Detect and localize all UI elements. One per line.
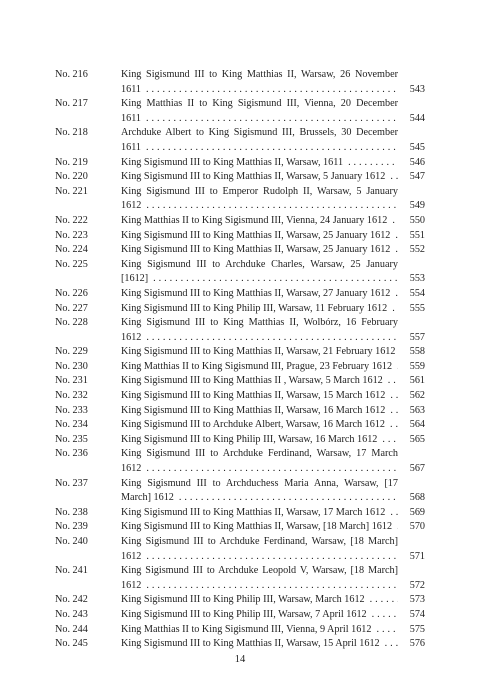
entry-page: 570 [409,521,425,533]
entry-title [121,389,398,404]
entry-title-text: King Sigismund III to King Matthias II, Warsaw, 1611 [121,156,344,168]
entry-title [121,287,398,302]
entry-page: 563 [409,404,425,416]
entry-number: No. 223 [55,229,88,241]
entry-title [121,170,398,185]
entry-number: No. 221 [55,185,88,197]
entry-body [121,637,425,652]
entry-title [121,477,398,506]
toc-entry [55,520,425,535]
entry-title-text: King Matthias II to King Sigismund III, Vienna, 9 April 1612 [121,623,372,635]
entry-title [121,214,398,229]
entry-number: No. 238 [55,506,88,518]
entry-title [121,97,398,126]
entry-title [121,156,398,171]
entry-title [121,68,398,97]
toc-entry [55,564,425,593]
entry-page: 545 [409,141,425,153]
entry-body [121,477,425,506]
entry-title-text: King Sigismund III to King Matthias II, Warsaw, 25 January 1612 [121,229,391,241]
entry-title [121,535,398,564]
entry-body [121,243,425,258]
entry-body [121,345,425,360]
entry-number: No. 241 [55,565,88,577]
entry-number: No. 227 [55,302,88,314]
entry-number: No. 225 [55,258,88,270]
toc-entry [55,243,425,258]
entry-page: 564 [409,419,425,431]
entry-number: No. 220 [55,171,88,183]
entry-title-text: King Sigismund III to King Matthias II, Warsaw, 17 March 1612 [121,506,386,518]
entry-title [121,623,398,638]
entry-number: No. 228 [55,317,88,329]
entry-body [121,608,425,623]
entry-title-text: King Sigismund III to Archduke Albert, Warsaw, 16 March 1612 [121,419,386,431]
entry-title [121,608,398,623]
entry-page: 576 [409,638,425,650]
toc-entry [55,258,425,287]
entry-title [121,506,398,521]
entry-number: No. 245 [55,638,88,650]
entry-number: No. 229 [55,346,88,358]
entry-page: 550 [409,214,425,226]
entry-title [121,418,398,433]
entry-page: 567 [409,463,425,475]
entry-page: 551 [409,229,425,241]
entry-title [121,447,398,476]
entry-body [121,593,425,608]
entry-page: 575 [409,623,425,635]
entry-body [121,287,425,302]
toc-entry [55,156,425,171]
toc-entry [55,374,425,389]
entry-body [121,170,425,185]
entry-title [121,593,398,608]
entry-number: No. 222 [55,214,88,226]
entry-page: 546 [409,156,425,168]
entry-number: No. 234 [55,419,88,431]
toc-entry [55,97,425,126]
entry-title-text: King Sigismund III to King Matthias II, Warsaw, [18 March] 1612 [121,521,393,533]
toc-entry [55,229,425,244]
toc-entry [55,389,425,404]
entry-body [121,126,425,155]
entry-page: 552 [409,244,425,256]
entry-title-text: King Sigismund III to Archduke Leopold V, Warsaw, [18 March] 1612 [121,565,398,591]
toc-entry [55,404,425,419]
entry-body [121,389,425,404]
entry-number: No. 218 [55,127,88,139]
entry-number: No. 244 [55,623,88,635]
entry-title [121,433,398,448]
entry-number: No. 239 [55,521,88,533]
entry-page: 574 [409,608,425,620]
entry-number: No. 240 [55,536,88,547]
entry-title [121,302,398,317]
entry-page: 569 [409,506,425,518]
entry-body [121,564,425,593]
entry-title-text: King Sigismund III to King Matthias II, Warsaw, 15 March 1612 [121,390,386,402]
entry-number: No. 235 [55,433,88,445]
toc-entry [55,287,425,302]
entry-number: No. 237 [55,477,88,489]
entry-body [121,374,425,389]
entry-page: 555 [409,302,425,314]
entry-title [121,126,398,155]
entry-title-text: King Matthias II to King Sigismund III, Vienna, 20 December 1611 [121,98,398,124]
toc-entry [55,68,425,97]
entry-page: 553 [409,273,425,285]
entry-page: 573 [409,594,425,606]
toc-entry [55,433,425,448]
entry-body [121,214,425,229]
entry-title-text: King Sigismund III to Archduke Ferdinand, Warsaw, [18 March] 1612 [121,536,398,562]
entry-page: 562 [409,390,425,402]
entry-title [121,229,398,244]
entry-body [121,302,425,317]
toc-entry [55,185,425,214]
entry-body [121,229,425,244]
toc-entry [55,345,425,360]
entry-page: 557 [409,331,425,343]
toc-entry [55,418,425,433]
entry-title [121,316,398,345]
entry-number: No. 226 [55,287,88,299]
entry-title-text: King Sigismund III to King Philip III, Warsaw, March 1612 [121,594,365,606]
entry-number: No. 216 [55,69,88,80]
entry-title [121,520,398,535]
toc-entry [55,360,425,375]
toc-entry [55,637,425,652]
entry-body [121,506,425,521]
toc-entry [55,302,425,317]
entry-number: No. 233 [55,404,88,416]
entry-title-text: King Sigismund III to Archduchess Maria Anna, Warsaw, [17 March] 1612 [121,477,398,504]
entry-title-text: King Sigismund III to King Philip III, Warsaw, 11 February 1612 [121,302,388,314]
entry-title-text: King Matthias II to King Sigismund III, Prague, 23 February 1612 [121,360,393,372]
toc-entry [55,447,425,476]
entry-body [121,360,425,375]
entry-number: No. 236 [55,448,88,460]
toc-entry [55,214,425,229]
entry-title-text: King Sigismund III to Emperor Rudolph II, Warsaw, 5 January 1612 [121,185,398,212]
entry-title-text: King Sigismund III to King Matthias II, Wolbórz, 16 February 1612 [121,317,398,343]
entry-number: No. 231 [55,375,88,387]
toc-entry [55,535,425,564]
entry-page: 547 [409,171,425,183]
entry-number: No. 224 [55,244,88,256]
toc-entry [55,623,425,638]
entry-number: No. 232 [55,390,88,402]
entry-number: No. 219 [55,156,88,168]
entry-title-text: King Sigismund III to King Matthias II, Warsaw, 27 January 1612 [121,287,391,299]
entry-page: 543 [409,83,425,95]
entry-page: 565 [409,433,425,445]
entry-title [121,185,398,214]
entry-title-text: King Matthias II to King Sigismund III, Vienna, 24 January 1612 [121,214,388,226]
entry-page: 568 [409,492,425,504]
entry-title-text: King Sigismund III to King Matthias II, Warsaw, 25 January 1612 [121,244,391,256]
entry-number: No. 217 [55,98,88,110]
entry-body [121,156,425,171]
toc-entry [55,316,425,345]
entry-body [121,97,425,126]
entry-body [121,316,425,345]
entry-title-text: King Sigismund III to King Matthias II, Warsaw, 26 November 1611 [121,69,398,95]
entry-number: No. 230 [55,360,88,372]
entry-title-text: Archduke Albert to King Sigismund III, Brussels, 30 December 1611 [121,127,398,153]
toc-entry [55,608,425,623]
entry-page: 558 [409,346,425,358]
toc-entry [55,126,425,155]
entry-title [121,404,398,419]
entry-title [121,564,398,593]
entry-body [121,520,425,535]
entry-body [121,447,425,476]
entry-body [121,418,425,433]
entry-title [121,345,398,360]
entry-page: 554 [409,287,425,299]
entry-title [121,637,398,652]
entry-body [121,404,425,419]
entry-title [121,374,398,389]
toc-entry [55,506,425,521]
entry-title-text: King Sigismund III to King Philip III, Warsaw, 16 March 1612 [121,433,378,445]
entry-title [121,258,398,287]
page-number: 14 [234,654,246,665]
entry-body [121,433,425,448]
entry-page: 549 [409,200,425,212]
entry-body [121,68,425,97]
entry-title-text: King Sigismund III to King Matthias II , Warsaw, 5 March 1612 [121,375,383,387]
entry-page: 559 [409,360,425,372]
toc-entry [55,170,425,185]
entry-title-text: King Sigismund III to King Matthias II, Warsaw, 16 March 1612 [121,404,386,416]
entry-title-text: King Sigismund III to King Philip III, Warsaw, 7 April 1612 [121,608,367,620]
entry-title [121,360,398,375]
entry-number: No. 243 [55,608,88,620]
entry-title-text: King Sigismund III to King Matthias II, Warsaw, 5 January 1612 [121,171,386,183]
entry-title [121,243,398,258]
entry-body [121,185,425,214]
toc-entry [55,593,425,608]
entry-title-text: King Sigismund III to Archduke Ferdinand, Warsaw, 17 March 1612 [121,448,398,475]
toc-entry [55,477,425,506]
entry-body [121,623,425,638]
entry-page: 571 [409,550,425,562]
entry-page: 544 [409,112,425,124]
entry-page: 561 [409,375,425,387]
entry-body [121,535,425,564]
entry-title-text: King Sigismund III to King Matthias II, Warsaw, 15 April 1612 [121,638,380,650]
entry-page: 572 [409,579,425,591]
table-of-contents [55,68,425,652]
entry-title-text: King Sigismund III to King Matthias II, Warsaw, 21 February 1612 [121,346,396,358]
entry-number: No. 242 [55,594,88,606]
entry-title-text: King Sigismund III to Archduke Charles, Warsaw, 25 January [1612] [121,258,398,285]
entry-body [121,258,425,287]
